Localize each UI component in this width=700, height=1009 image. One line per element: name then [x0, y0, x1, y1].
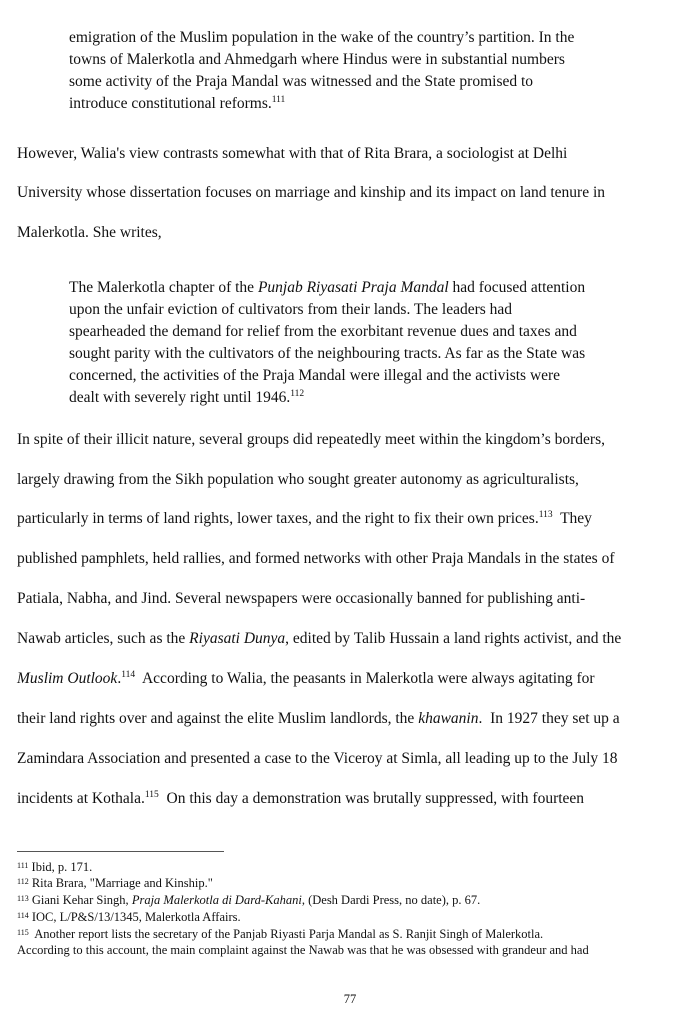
body-line [17, 510, 592, 528]
footnote-text: Another report lists the secretary of the Panjab Riyasti Parja Mandal as S. Ranjit Singh of Malerkotla. [28, 927, 544, 941]
footnote-text: Ibid, p. 171. [28, 860, 93, 874]
footnote-ref: 112 [290, 389, 305, 399]
quote-line: towns of Malerkotla and Ahmedgarh where Hindus were in substantial numbers [69, 51, 565, 68]
footnote-text: Giani Kehar Singh, [28, 893, 132, 907]
text: Nawab articles, such as the [17, 630, 190, 647]
quote-line [69, 277, 689, 299]
footnote-113 [17, 893, 480, 908]
text: particularly in terms of land rights, lower taxes, and the right to fix their own prices. [17, 510, 539, 527]
footnote-text: IOC, L/P&S/13/1345, Malerkotla Affairs. [28, 910, 241, 924]
footnote-number: 111 [17, 861, 29, 870]
quote-line: concerned, the activities of the Praja Mandal were illegal and the activists were [69, 367, 561, 384]
text: On this day a demonstration was brutally suppressed, with fourteen [158, 790, 585, 807]
text: their land rights over and against the elite Muslim landlords, the [17, 710, 419, 727]
footnote-115 [17, 927, 543, 942]
footnote-115-cont: According to this account, the main complaint against the Nawab was that he was obsessed with grandeur and had [17, 943, 589, 957]
footnote-number: 115 [17, 928, 29, 937]
text: . [117, 670, 122, 687]
footnote-text: , (Desh Dardi Press, no date), p. 67. [301, 893, 481, 907]
book-title: Praja Malerkotla di Dard-Kahani [131, 893, 302, 907]
body-line [17, 630, 621, 648]
page-number: 77 [343, 992, 357, 1006]
quote-text: The Malerkotla chapter of the [69, 279, 258, 296]
footnote-separator [17, 851, 224, 852]
quote-line [69, 387, 689, 409]
text: incidents at Kothala. [17, 790, 145, 807]
text: According to Walia, the peasants in Malerkotla were always agitating for [135, 670, 595, 687]
body-line [17, 790, 584, 808]
body-line: However, Walia's view contrasts somewhat with that of Rita Brara, a sociologist at Delhi [17, 145, 568, 162]
quote-line: spearheaded the demand for relief from the exorbitant revenue dues and taxes and [69, 323, 577, 340]
quote-text: had focused attention [448, 279, 586, 296]
text: . In 1927 they set up a [478, 710, 620, 727]
footnote-number: 114 [17, 911, 29, 920]
term: khawanin [418, 710, 479, 727]
quote-line: sought parity with the cultivators of the neighbouring tracts. As far as the State was [69, 345, 586, 362]
footnote-114 [17, 910, 241, 925]
newspaper-title: Riyasati Dunya [189, 630, 286, 647]
block-quote-2 [69, 277, 689, 409]
body-line: In spite of their illicit nature, several groups did repeatedly meet within the kingdom’s borders, [17, 431, 605, 448]
quote-line: some activity of the Praja Mandal was witnessed and the State promised to [69, 73, 534, 90]
body-line: Zamindara Association and presented a case to the Viceroy at Simla, all leading up to the July 18 [17, 750, 618, 767]
journal-title: Punjab Riyasati Praja Mandal [257, 279, 449, 296]
quote-line: upon the unfair eviction of cultivators from their lands. The leaders had [69, 301, 513, 318]
footnote-ref: 115 [144, 790, 159, 800]
quote-line: emigration of the Muslim population in the wake of the country’s partition. In the [69, 29, 575, 46]
footnote-ref: 111 [271, 95, 286, 105]
footnote-112 [17, 876, 213, 891]
quote-line [69, 93, 689, 115]
newspaper-title: Muslim Outlook [17, 670, 118, 687]
body-line [17, 670, 595, 688]
block-quote-1 [69, 27, 689, 115]
footnote-111 [17, 860, 92, 875]
footnote-ref: 114 [121, 670, 136, 680]
body-line: largely drawing from the Sikh population who sought greater autonomy as agriculturalists, [17, 471, 579, 488]
body-line: Patiala, Nabha, and Jind. Several newspapers were occasionally banned for publishing anti- [17, 590, 586, 607]
text: , edited by Talib Hussain a land rights activist, and the [285, 630, 622, 647]
footnote-text: Rita Brara, "Marriage and Kinship." [28, 876, 213, 890]
quote-text: introduce constitutional reforms. [69, 95, 272, 112]
text: They [552, 510, 592, 527]
footnote-number: 112 [17, 877, 29, 886]
body-line: published pamphlets, held rallies, and formed networks with other Praja Mandals in the states of [17, 550, 615, 567]
footnote-ref: 113 [538, 510, 553, 520]
body-line: University whose dissertation focuses on marriage and kinship and its impact on land tenure in [17, 184, 606, 201]
quote-text: dealt with severely right until 1946. [69, 389, 291, 406]
footnote-number: 113 [17, 894, 29, 903]
body-line [17, 710, 620, 728]
body-line: Malerkotla. She writes, [17, 224, 162, 241]
